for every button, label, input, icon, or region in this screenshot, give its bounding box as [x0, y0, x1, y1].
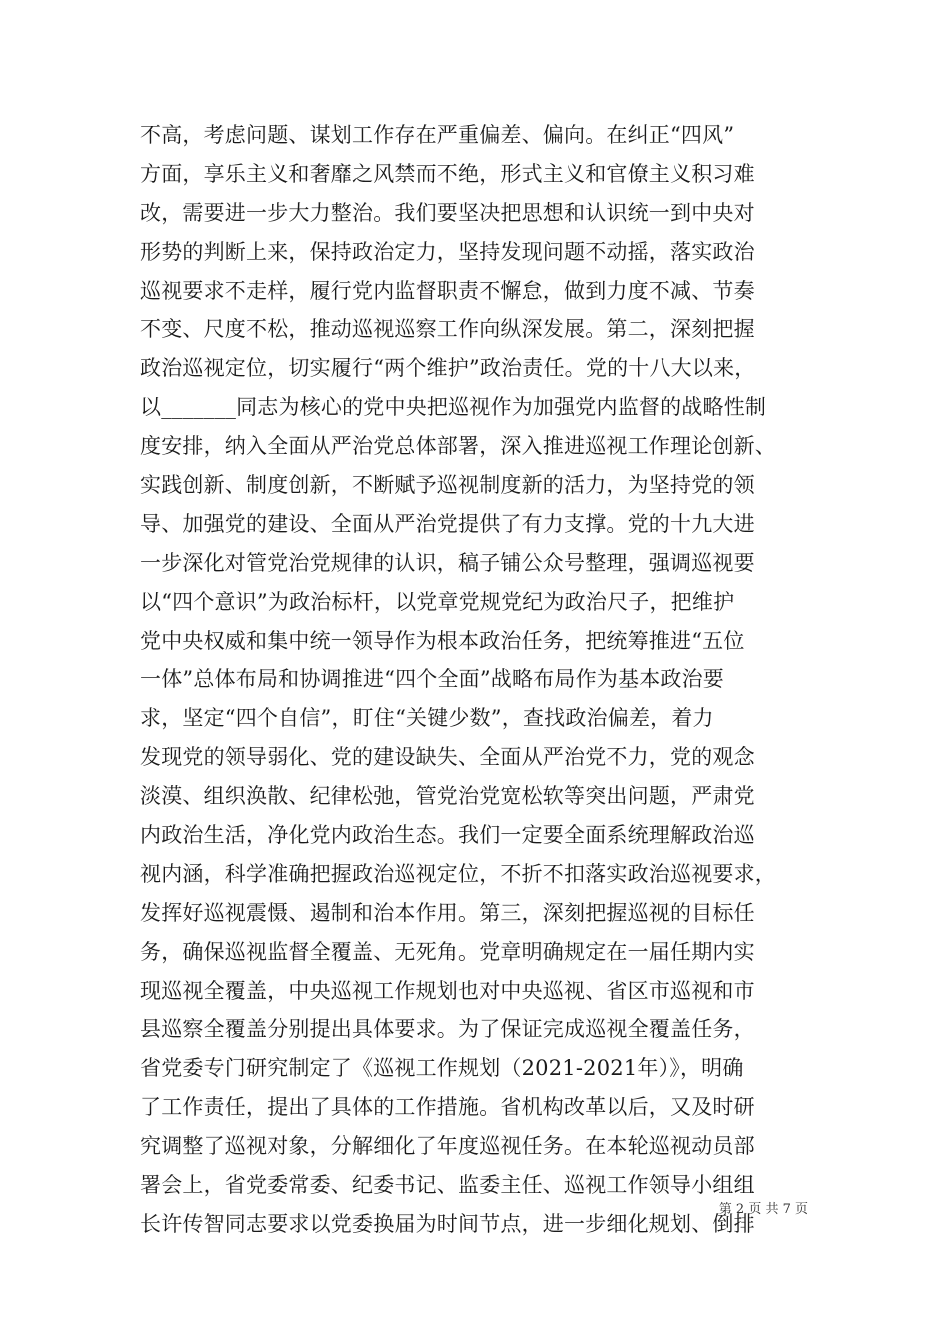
text-line: 求，坚定“四个自信”，盯住“关键少数”，查找政治偏差，着力: [140, 706, 714, 731]
text-line: 方面，享乐主义和奢靡之风禁而不绝，形式主义和官僚主义积习难: [140, 161, 755, 186]
text-line: 长许传智同志要求以党委换届为时间节点，进一步细化规划、倒排: [140, 1211, 755, 1236]
text-line: 究调整了巡视对象，分解细化了年度巡视任务。在本轮巡视动员部: [140, 1134, 755, 1159]
text-line: 省党委专门研究制定了《巡视工作规划（2021-2021年）》，明确: [140, 1056, 744, 1081]
body-text: [140, 116, 820, 1244]
text-line: 度安排，纳入全面从严治党总体部署，深入推进巡视工作理论创新、: [140, 434, 776, 459]
text-line: 一步深化对管党治党规律的认识，稿子铺公众号整理，强调巡视要: [140, 550, 755, 575]
text-line: 以_______同志为核心的党中央把巡视作为加强党内监督的战略性制: [140, 395, 767, 420]
text-line: 实践创新、制度创新，不断赋予巡视制度新的活力，为坚持党的领: [140, 473, 755, 498]
text-line: 发挥好巡视震慑、遏制和治本作用。第三，深刻把握巡视的目标任: [140, 900, 755, 925]
text-line: 以“四个意识”为政治标杆，以党章党规党纪为政治尺子，把维护: [140, 589, 735, 614]
page-number: 第 2 页 共 7 页: [718, 1202, 808, 1217]
text-line: 发现党的领导弱化、党的建设缺失、全面从严治党不力，党的观念: [140, 745, 755, 770]
text-line: 巡视要求不走样，履行党内监督职责不懈怠，做到力度不减、节奏: [140, 278, 755, 303]
text-line: 形势的判断上来，保持政治定力，坚持发现问题不动摇，落实政治: [140, 239, 755, 264]
text-line: 署会上，省党委常委、纪委书记、监委主任、巡视工作领导小组组: [140, 1173, 755, 1198]
text-line: 务，确保巡视监督全覆盖、无死角。党章明确规定在一届任期内实: [140, 939, 755, 964]
text-line: 不变、尺度不松，推动巡视巡察工作向纵深发展。第二，深刻把握: [140, 317, 755, 342]
text-line: 一体”总体布局和协调推进“四个全面”战略布局作为基本政治要: [140, 667, 725, 692]
text-line: 了工作责任，提出了具体的工作措施。省机构改革以后，又及时研: [140, 1095, 755, 1120]
text-line: 改，需要进一步大力整治。我们要坚决把思想和认识统一到中央对: [140, 200, 755, 225]
text-line: 内政治生活，净化党内政治生态。我们一定要全面系统理解政治巡: [140, 823, 755, 848]
text-line: 不高，考虑问题、谋划工作存在严重偏差、偏向。在纠正“四风”: [140, 123, 735, 147]
text-line: 淡漠、组织涣散、纪律松弛，管党治党宽松软等突出问题，严肃党: [140, 784, 755, 809]
text-line: 党中央权威和集中统一领导作为根本政治任务，把统筹推进“五位: [140, 628, 745, 653]
text-line: 县巡察全覆盖分别提出具体要求。为了保证完成巡视全覆盖任务，: [140, 1017, 755, 1042]
text-line: 政治巡视定位，切实履行“两个维护”政治责任。党的十八大以来，: [140, 356, 756, 381]
text-line: 导、加强党的建设、全面从严治党提供了有力支撑。党的十九大进: [140, 511, 755, 536]
text-line: 视内涵，科学准确把握政治巡视定位，不折不扣落实政治巡视要求，: [140, 861, 776, 886]
text-line: 现巡视全覆盖，中央巡视工作规划也对中央巡视、省区市巡视和市: [140, 978, 755, 1003]
